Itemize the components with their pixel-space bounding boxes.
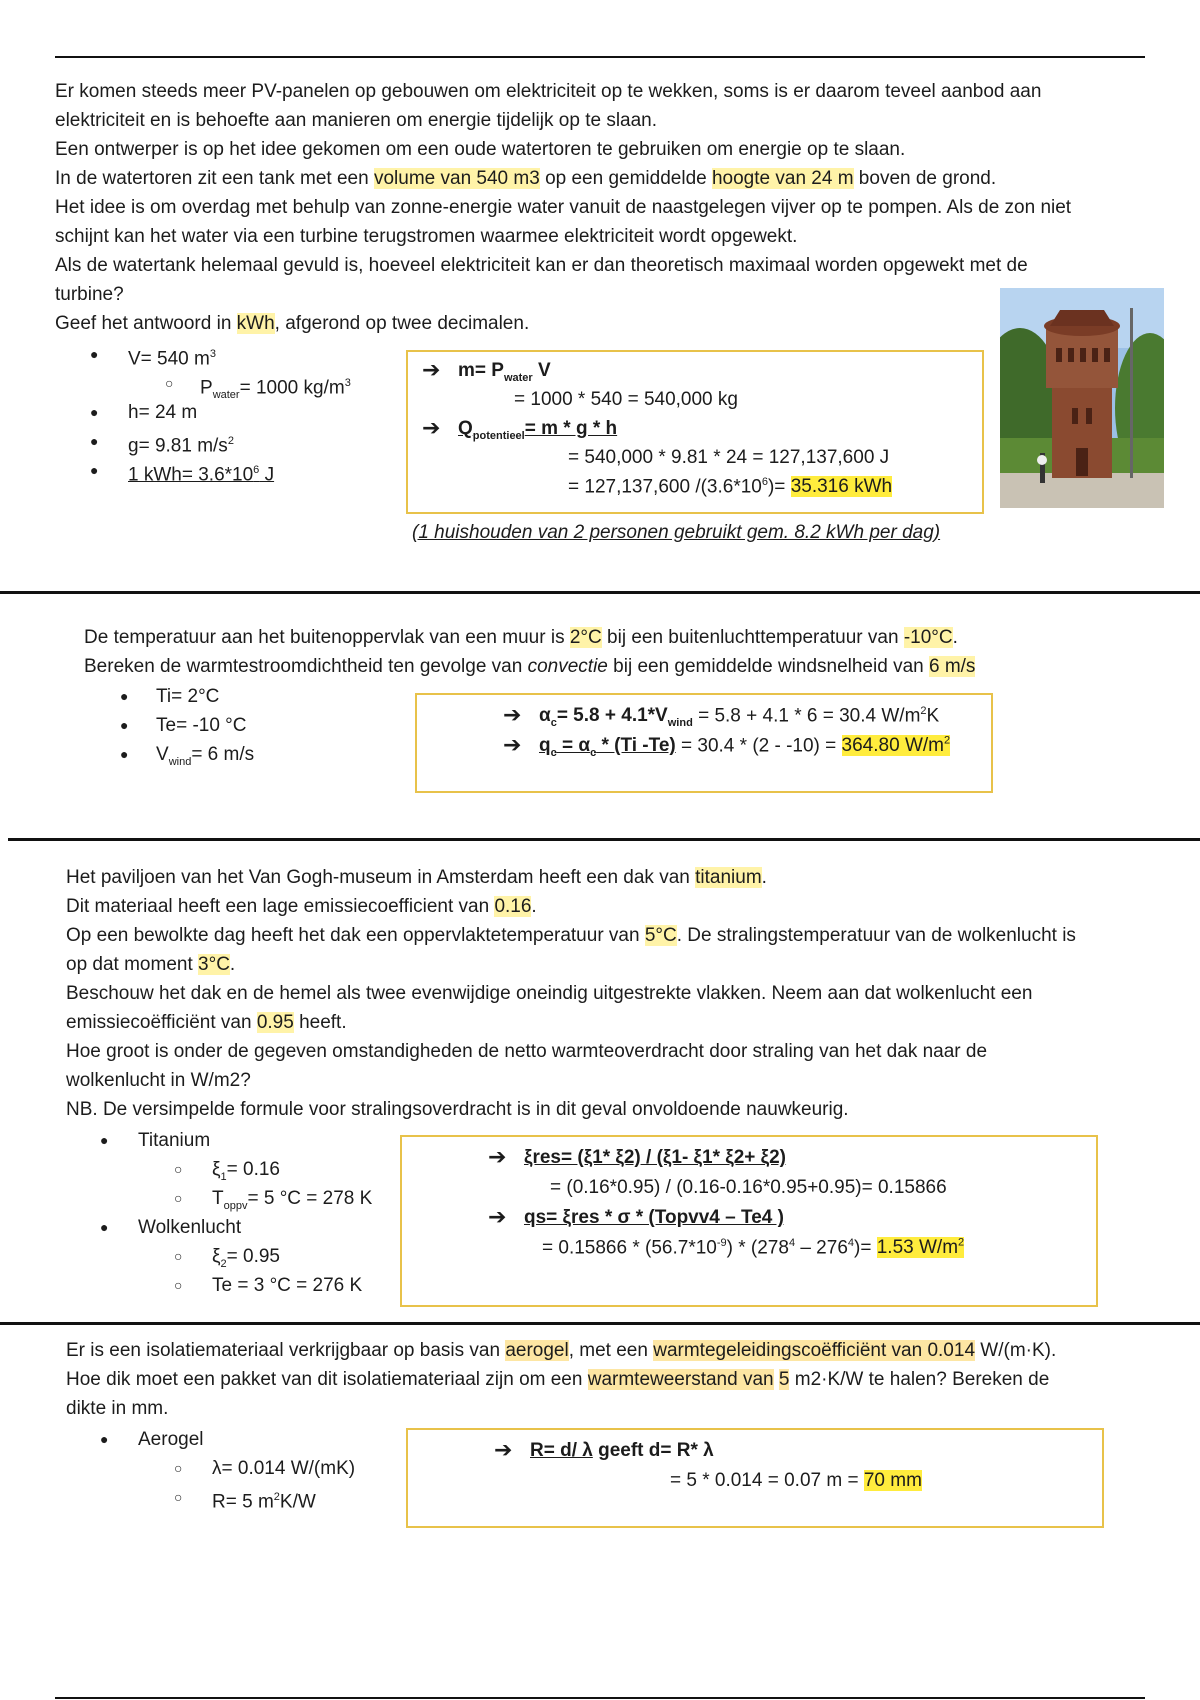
calc-mass: ➔ $m= P_{water}$ V	[422, 357, 551, 384]
section4-calc-box	[406, 1428, 1104, 1528]
answer-heatflux: 364.80 $W/m^2$	[841, 735, 951, 757]
s4-line: Er is een isolatiemateriaal verkrijgbaar op basis van aerogel, met een warmtegeleidingscoëfficiënt van 0.014 W/(m·K).	[66, 1340, 1057, 1361]
section3-text	[66, 863, 1186, 1124]
s1-line: Geef het antwoord in kWh, afgerond op twee decimalen.	[55, 313, 530, 334]
given-e2: ○ $\xi_2= 0.95$	[100, 1242, 390, 1271]
bullet-icon: ●	[120, 688, 129, 704]
given-volume: ● V= 540 $m^3$	[90, 340, 390, 369]
calc-mass-line2: = 1000 * 540 = 540,000 kg	[514, 389, 738, 410]
given-aerogel: ● Aerogel	[100, 1425, 390, 1454]
water-tower-photo	[1000, 288, 1164, 508]
section3-calc-box	[400, 1135, 1098, 1307]
s4-line: dikte in mm.	[66, 1398, 169, 1419]
bullet-icon: ●	[90, 404, 99, 420]
arrow-icon: ➔	[488, 1204, 507, 1229]
s1-line: schijnt kan het water via een turbine terugstromen waarmee elektriciteit wordt opgewekt.	[55, 226, 798, 247]
highlight-conductivity: warmtegeleidingscoëfficiënt van 0.014	[653, 1340, 976, 1361]
s1-line: Er komen steeds meer PV-panelen op gebouwen om elektriciteit op te wekken, soms is er daarom teveel aanbod aan	[55, 81, 1042, 102]
given-height: ● h= 24 m	[90, 398, 390, 427]
highlight-sky-temp: 3°C	[198, 954, 230, 975]
given-t-roof: ○ $T_{oppv}= 5$ °C = 278 K	[100, 1184, 390, 1213]
s1-line: Een ontwerper is op het idee gekomen om een oude watertoren te gebruiken om energie op te slaan.	[55, 139, 906, 160]
given-density: ○ $P_{water}= 1000$ $kg/m^3$	[90, 369, 390, 398]
s1-line: turbine?	[55, 284, 124, 305]
divider-rule	[0, 1322, 1200, 1325]
highlight-emissivity1: 0.16	[494, 896, 532, 917]
highlight-aerogel: aerogel	[505, 1340, 569, 1361]
bullet-icon: ●	[90, 433, 99, 449]
divider-rule	[0, 591, 1200, 594]
s1-line: elektriciteit en is behoefte aan manieren om energie tijdelijk op te slaan.	[55, 110, 658, 131]
circle-bullet-icon: ○	[174, 1161, 183, 1177]
top-rule	[55, 56, 1145, 58]
calc-potential: ➔ $Q_{potentieel}= m * g * h$	[422, 415, 618, 442]
answer-kwh: 35.316 kWh	[790, 476, 893, 498]
calc-potential-line3: = 127,137,600 $/(3.6*10^6)= 35.316$ kWh	[568, 476, 893, 498]
section1-calc-box	[406, 350, 984, 514]
circle-bullet-icon: ○	[165, 375, 174, 391]
s3-line: Op een bewolkte dag heeft het dak een oppervlaktetemperatuur van 5°C. De stralingstemperatuur van de wolkenlucht is	[66, 925, 1076, 946]
bullet-icon: ●	[90, 346, 99, 362]
section3-given	[100, 1126, 390, 1300]
section2-calc-box	[415, 693, 993, 793]
circle-bullet-icon: ○	[174, 1248, 183, 1264]
section4-text	[66, 1336, 1186, 1423]
arrow-icon: ➔	[422, 415, 441, 440]
circle-bullet-icon: ○	[174, 1489, 183, 1505]
highlight-kwh: kWh	[236, 313, 275, 334]
bullet-icon: ●	[100, 1431, 109, 1447]
s3-line: Dit materiaal heeft een lage emissiecoefficient van 0.16.	[66, 896, 537, 917]
s3-line: NB. De versimpelde formule voor stralingsoverdracht is in dit geval onvoldoende nauwkeurig.	[66, 1099, 849, 1120]
arrow-icon: ➔	[494, 1437, 513, 1462]
highlight-resistance: warmteweerstand van	[587, 1369, 774, 1390]
section1-text	[55, 77, 1155, 338]
bullet-icon: ●	[100, 1219, 109, 1235]
arrow-icon: ➔	[488, 1144, 507, 1169]
section1-given	[90, 340, 390, 485]
s3-line: Het paviljoen van het Van Gogh-museum in Amsterdam heeft een dak van titanium.	[66, 867, 767, 888]
section2-given	[120, 682, 400, 769]
section4-given	[100, 1425, 390, 1512]
calc-thickness-line2: = 5 * 0.014 = 0.07 m = 70 mm	[670, 1470, 922, 1491]
calc-potential-line2: = 540,000 * 9.81 * 24 = 127,137,600 J	[568, 447, 890, 468]
bullet-icon: ●	[120, 746, 129, 762]
given-wolkenlucht: ● Wolkenlucht	[100, 1213, 390, 1242]
calc-qs-line2: = $0.15866 * (56.7*10^{-9}) * (278^4 - 276^4)= 1.53$ $W/m^2$	[542, 1237, 965, 1259]
s3-line: op dat moment 3°C.	[66, 954, 236, 975]
arrow-icon: ➔	[503, 702, 522, 727]
highlight-roof-temp: 5°C	[644, 925, 677, 946]
circle-bullet-icon: ○	[174, 1460, 183, 1476]
s1-line: Als de watertank helemaal gevuld is, hoeveel elektriciteit kan er dan theoretisch maximaal worden opgewekt met de	[55, 255, 1028, 276]
highlight-height: hoogte van 24 m	[711, 168, 854, 189]
given-te-sky: ○ Te = 3 °C = 276 K	[100, 1271, 390, 1300]
highlight-volume: volume van 540 m3	[373, 168, 540, 189]
highlight-te: -10°C	[903, 627, 953, 648]
calc-q: ➔ $q_c = \alpha_c * (Ti$ -Te) = 30.4 * (2 - -10) = 364.80 $W/m^2$	[503, 732, 951, 760]
divider-rule	[8, 838, 1200, 841]
highlight-wind: 6 m/s	[928, 656, 976, 677]
bullet-icon: ●	[100, 1132, 109, 1148]
given-titanium: ● Titanium	[100, 1126, 390, 1155]
circle-bullet-icon: ○	[174, 1190, 183, 1206]
s3-line: emissiecoëfficiënt van 0.95 heeft.	[66, 1012, 347, 1033]
bullet-icon: ●	[120, 717, 129, 733]
answer-thickness: 70 mm	[863, 1470, 922, 1491]
highlight-five: 5	[778, 1369, 790, 1390]
s3-line: Hoe groot is onder de gegeven omstandigheden de netto warmteoverdracht door straling van het dak naar de	[66, 1041, 988, 1062]
highlight-ti: 2°C	[569, 627, 602, 648]
given-wind: ● $V_{wind}= 6$ m/s	[120, 740, 400, 769]
given-kwh: ● 1 $kWh= 3.6*10^6$ J	[90, 456, 390, 485]
s1-line: Het idee is om overdag met behulp van zonne-energie water vanuit de naastgelegen vijver op te pompen. Als de zon niet	[55, 197, 1072, 218]
answer-radiation: 1.53 $W/m^2$	[876, 1237, 965, 1259]
bottom-rule	[55, 1697, 1145, 1699]
given-e1: ○ $\xi_1= 0.16$	[100, 1155, 390, 1184]
s3-line: Beschouw het dak en de hemel als twee evenwijdige oneindig uitgestrekte vlakken. Neem aan dat wolkenlucht een	[66, 983, 1033, 1004]
calc-qs: ➔ qs= ξres * σ * (Topvv4 – Te4 )	[488, 1204, 784, 1229]
circle-bullet-icon: ○	[174, 1277, 183, 1293]
s4-line: Hoe dik moet een pakket van dit isolatiemateriaal zijn om een warmteweerstand van 5 m2·K/W te halen? Bereken de	[66, 1369, 1050, 1390]
given-ti: ● Ti= 2°C	[120, 682, 400, 711]
calc-eres: ➔ ξres= (ξ1* ξ2) / (ξ1- ξ1* ξ2+ ξ2)	[488, 1144, 787, 1169]
highlight-titanium: titanium	[695, 867, 762, 888]
calc-thickness: ➔ R= d/ λ geeft d= R* λ	[494, 1437, 714, 1462]
s1-line: In de watertoren zit een tank met een volume van 540 m3 op een gemiddelde hoogte van 24 m boven de grond.	[55, 168, 997, 189]
given-gravity: ● g= 9.81 $m/s^2$	[90, 427, 390, 456]
arrow-icon: ➔	[422, 357, 441, 382]
s2-line: De temperatuur aan het buitenoppervlak van een muur is 2°C bij een buitenluchttemperatuur van -10°C.	[84, 627, 958, 648]
household-note: (1 huishouden van 2 personen gebruikt gem. 8.2 kWh per dag)	[412, 522, 941, 543]
given-lambda: ○ λ= 0.014 W/(mK)	[100, 1454, 390, 1483]
calc-eres-line2: = (0.16*0.95) / (0.16-0.16*0.95+0.95)= 0.15866	[550, 1177, 947, 1198]
s3-line: wolkenlucht in W/m2?	[66, 1070, 251, 1091]
bullet-icon: ●	[90, 462, 99, 478]
section2-text	[84, 623, 1184, 681]
highlight-emissivity2: 0.95	[256, 1012, 294, 1033]
s2-line: Bereken de warmtestroomdichtheid ten gevolge van convectie bij een gemiddelde windsnelheid van 6 m/s	[84, 656, 976, 677]
calc-alpha: ➔ $\alpha_c= 5.8 + 4.1*V_{wind} = 5.8 + 4.1 * 6 = 30.4$ $W/m^2K$	[503, 702, 940, 730]
given-te: ● Te= -10 °C	[120, 711, 400, 740]
arrow-icon: ➔	[503, 732, 522, 757]
given-r: ○ R= 5 $m^2K/W$	[100, 1483, 390, 1512]
